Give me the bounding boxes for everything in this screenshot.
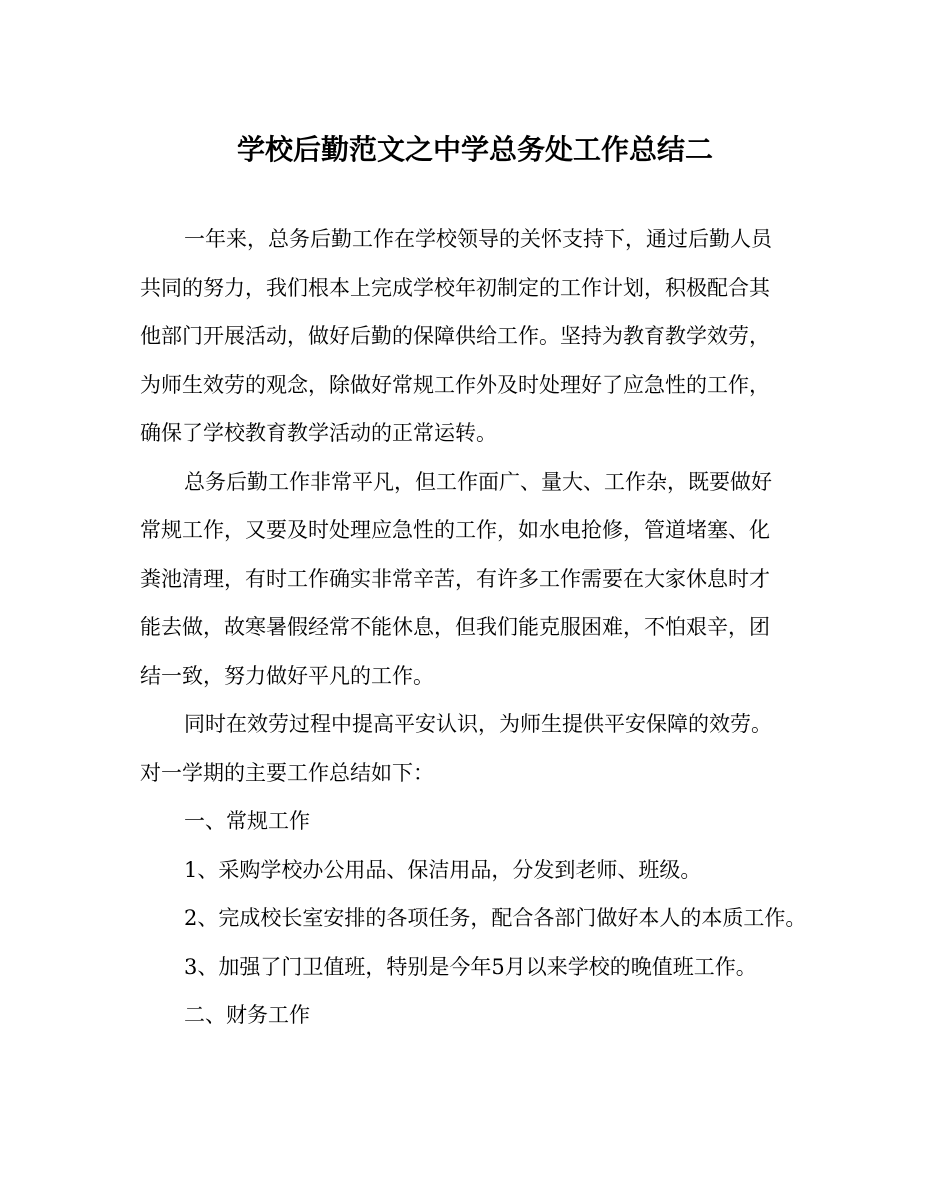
paragraph-line: 共同的努力，我们根本上完成学校年初制定的工作计划，积极配合其 bbox=[140, 275, 770, 300]
paragraph-line: 对一学期的主要工作总结如下： bbox=[140, 760, 434, 785]
list-item: 2、完成校长室安排的各项任务，配合各部门做好本人的本质工作。 bbox=[184, 906, 807, 930]
paragraph-line: 为师生效劳的观念，除做好常规工作外及时处理好了应急性的工作， bbox=[140, 372, 770, 397]
paragraph-line: 确保了学校教育教学活动的正常运转。 bbox=[140, 421, 497, 445]
paragraph-line: 同时在效劳过程中提高平安认识，为师生提供平安保障的效劳。 bbox=[184, 712, 772, 736]
paragraph-line: 他部门开展活动，做好后勤的保障供给工作。坚持为教育教学效劳， bbox=[140, 324, 770, 348]
paragraph-line: 能去做，故寒暑假经常不能休息，但我们能克服困难，不怕艰辛，团 bbox=[140, 615, 770, 639]
section-heading-routine-work: 一、常规工作 bbox=[184, 809, 310, 833]
document-body bbox=[140, 215, 830, 1040]
list-item: 1、采购学校办公用品、保洁用品，分发到老师、班级。 bbox=[184, 857, 702, 882]
paragraph-line: 粪池清理，有时工作确实非常辛苦，有许多工作需要在大家休息时才 bbox=[140, 566, 770, 591]
section-heading-finance-work: 二、财务工作 bbox=[184, 1003, 310, 1027]
paragraph-summary-intro bbox=[140, 700, 830, 797]
paragraph-intro bbox=[140, 215, 830, 458]
paragraph-work-nature bbox=[140, 458, 830, 701]
paragraph-line: 常规工作，又要及时处理应急性的工作，如水电抢修，管道堵塞、化 bbox=[140, 518, 770, 542]
document-title: 学校后勤范文之中学总务处工作总结二 bbox=[236, 133, 713, 166]
list-item: 3、加强了门卫值班，特别是今年5月以来学校的晚值班工作。 bbox=[184, 954, 757, 979]
paragraph-line: 结一致，努力做好平凡的工作。 bbox=[140, 663, 434, 688]
paragraph-line: 一年来，总务后勤工作在学校领导的关怀支持下，通过后勤人员 bbox=[184, 227, 772, 251]
paragraph-line: 总务后勤工作非常平凡，但工作面广、量大、工作杂，既要做好 bbox=[184, 469, 772, 494]
